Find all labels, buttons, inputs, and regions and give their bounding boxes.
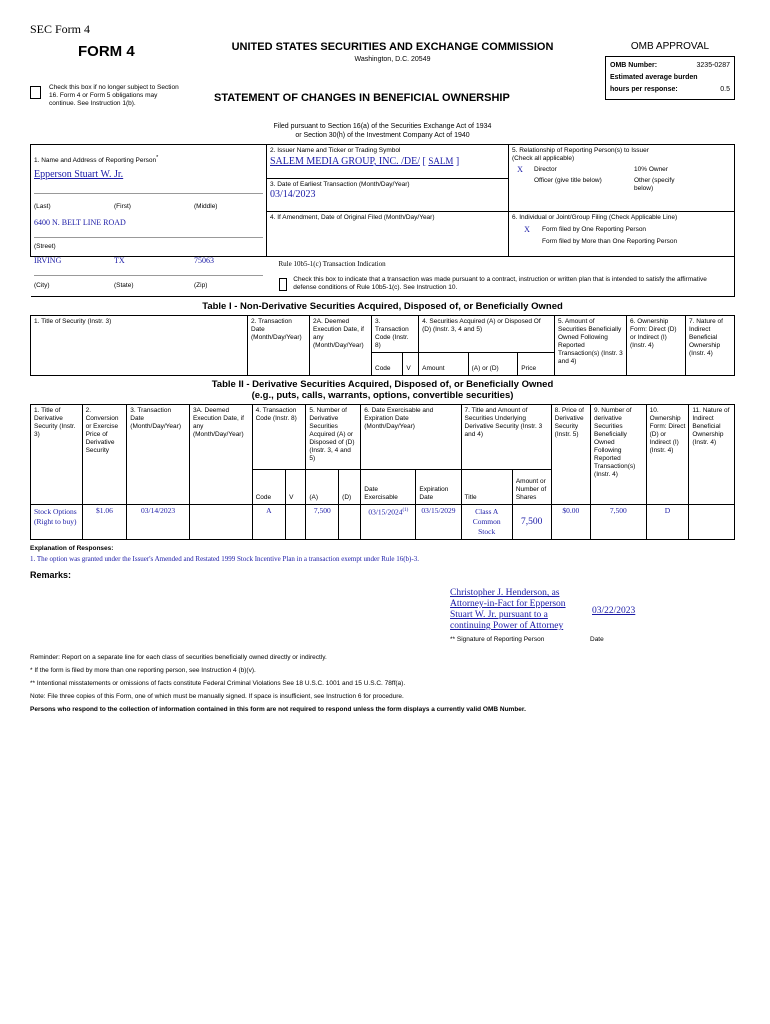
box5-label: 5. Relationship of Reporting Person(s) to Issuer [512, 147, 649, 154]
box2-issuer [267, 145, 509, 179]
box5-sub: (Check all applicable) [512, 155, 575, 162]
note-multiple-persons: * If the form is filed by more than one reporting person, see Instruction 4 (b)(v). [30, 667, 256, 674]
table2-title-line2: (e.g., puts, calls, warrants, options, convertible securities) [251, 390, 514, 401]
table2-col1: 1. Title of Derivative Security (Instr. 3) [31, 405, 83, 505]
omb-details [605, 56, 735, 100]
table1-col7: 7. Nature of Indirect Beneficial Ownership (Instr. 4) [686, 316, 735, 376]
note-misstatements: ** Intentional misstatements or omissions of facts constitute Federal Criminal Violations See 18 U.S.C. 1001 and 15 U.S.C. 78ff(a). [30, 680, 406, 687]
director-label: Director [534, 166, 557, 173]
table2-sub-a: (A) [306, 470, 339, 505]
last-label: (Last) [34, 203, 51, 211]
ten-percent-owner-label: 10% Owner [634, 166, 668, 173]
box5-relationship [509, 145, 735, 212]
table1 [30, 315, 735, 376]
table2-sub-expiration: Expiration Date [416, 470, 461, 505]
table1-col2a: 2A. Deemed Execution Date, if any (Month/Day/Year) [310, 316, 372, 376]
note-omb: Persons who respond to the collection of information contained in this form are not required to respond unless the form displays a currently valid OMB Number. [30, 706, 526, 713]
form4-page [30, 22, 735, 714]
signature-label: ** Signature of Reporting Person [450, 636, 545, 643]
row-owned: 7,500 [591, 505, 647, 540]
box1-reporting-person [31, 145, 267, 290]
rule-10b5-text: Check this box to indicate that a transaction was made pursuant to a contract, instruction or written plan that is intended to satisfy the affirmative defense conditions of Rule 10b5-1(c). See Instruction 10. [293, 276, 707, 291]
box1-star: * [156, 155, 159, 161]
table2 [30, 404, 735, 540]
signature-date: 03/22/2023 [592, 606, 636, 616]
row-title: Stock Options (Right to buy) [31, 505, 83, 540]
commission-title: UNITED STATES SECURITIES AND EXCHANGE COMMISSION [231, 41, 554, 53]
omb-number-label: OMB Number: [610, 62, 658, 69]
table2-col10: 10. Ownership Form: Direct (D) or Indirect (I) (Instr. 4) [646, 405, 689, 505]
table-row [31, 505, 735, 540]
table2-title-line1: Table II - Derivative Securities Acquired, Disposed of, or Beneficially Owned [211, 379, 554, 390]
row-conversion-price: $1.06 [82, 505, 127, 540]
table1-sub-price: Price [518, 353, 555, 376]
box6-label: 6. Individual or Joint/Group Filing (Check Applicable Line) [512, 214, 678, 221]
one-person-label: Form filed by One Reporting Person [542, 226, 647, 233]
note-reminder: Reminder: Report on a separate line for each class of securities beneficially owned directly or indirectly. [30, 654, 327, 661]
director-mark: X [517, 165, 523, 174]
row-expiration: 03/15/2029 [416, 505, 461, 540]
omb-burden-label: Estimated average burden [610, 74, 698, 81]
row-derivative-price: $0.00 [551, 505, 590, 540]
table1-col6: 6. Ownership Form: Direct (D) or Indirect (I) (Instr. 4) [627, 316, 686, 376]
row-nature [689, 505, 735, 540]
box6-filing [509, 212, 735, 257]
table2-col3: 3. Transaction Date (Month/Day/Year) [127, 405, 190, 505]
omb-approval-box [605, 41, 735, 100]
box2-label: 2. Issuer Name and Ticker or Trading Symbol [270, 147, 401, 154]
ticker-symbol[interactable]: SALM [428, 156, 454, 166]
box1-label: 1. Name and Address of Reporting Person [34, 157, 157, 165]
city-value: IRVING [34, 256, 62, 266]
omb-hours-label: hours per response: [610, 86, 678, 93]
table2-col3a: 3A. Deemed Execution Date, if any (Month/Day/Year) [189, 405, 252, 505]
sec-form-label: SEC Form 4 [30, 22, 91, 36]
middle-label: (Middle) [194, 203, 218, 211]
filed-line-1: Filed pursuant to Section 16(a) of the Securities Exchange Act of 1934 [273, 123, 492, 130]
filed-pursuant [30, 122, 735, 140]
ticker-close: ] [455, 156, 460, 167]
row-underlying-title: Class A Common Stock [461, 505, 512, 540]
one-person-mark: X [524, 225, 530, 234]
row-acquired: 7,500 [306, 505, 339, 540]
form-title: FORM 4 [78, 43, 135, 60]
table2-col11: 11. Nature of Indirect Beneficial Ownership (Instr. 4) [689, 405, 735, 505]
table1-col3: 3. Transaction Code (Instr. 8) [372, 316, 419, 353]
explanation-1: 1. The option was granted under the Issuer's Amended and Restated 1999 Stock Incentive Plan in a transaction exempt under Rule 16(b)-3. [30, 555, 419, 563]
table2-sub-title: Title [461, 470, 512, 505]
commission-block [180, 41, 605, 63]
table2-sub-code: Code [252, 470, 286, 505]
statement-title: STATEMENT OF CHANGES IN BENEFICIAL OWNERSHIP [214, 92, 510, 104]
issuer-name[interactable]: SALEM MEDIA GROUP, INC. /DE/ [270, 156, 421, 167]
row-underlying-amount: 7,500 [512, 505, 551, 540]
table2-sub-exercisable: Date Exercisable [361, 470, 416, 505]
table2-col8: 8. Price of Derivative Security (Instr. 5) [551, 405, 590, 505]
first-label: (First) [114, 203, 131, 211]
filed-line-2: or Section 30(h) of the Investment Company Act of 1940 [295, 132, 470, 139]
table2-sub-v: V [286, 470, 306, 505]
row-v [286, 505, 306, 540]
state-label: (State) [114, 282, 134, 290]
table2-col7: 7. Title and Amount of Securities Underlying Derivative Security (Instr. 3 and 4) [461, 405, 551, 470]
table1-col4: 4. Securities Acquired (A) or Disposed Of (D) (Instr. 3, 4 and 5) [419, 316, 555, 353]
table1-col1: 1. Title of Security (Instr. 3) [31, 316, 248, 376]
table2-col2: 2. Conversion or Exercise Price of Derivative Security [82, 405, 127, 505]
row-exercisable: 03/15/2024 [368, 507, 403, 517]
table2-col5: 5. Number of Derivative Securities Acquired (A) or Disposed of (D) (Instr. 3, 4 and 5) [306, 405, 361, 470]
earliest-date-value: 03/14/2023 [270, 189, 316, 201]
more-persons-label: Form filed by More than One Reporting Person [542, 238, 678, 245]
signature-name: Christopher J. Henderson, as Attorney-in-Fact for Epperson Stuart W. Jr. pursuant to a continuing Power of Attorney [450, 588, 566, 631]
box3-earliest-date [267, 179, 509, 212]
table1-sub-v: V [403, 353, 419, 376]
officer-label: Officer (give title below) [534, 177, 602, 184]
row-ownership-form: D [646, 505, 689, 540]
state-value: TX [114, 256, 125, 266]
row-code: A [252, 505, 286, 540]
zip-value: 75063 [194, 256, 214, 266]
reporting-person-table [30, 144, 735, 297]
table2-col6: 6. Date Exercisable and Expiration Date (Month/Day/Year) [361, 405, 461, 470]
table1-col2: 2. Transaction Date (Month/Day/Year) [248, 316, 310, 376]
zip-label: (Zip) [194, 282, 208, 290]
street-value: 6400 N. BELT LINE ROAD [34, 218, 126, 228]
explanation-title: Explanation of Responses: [30, 545, 114, 552]
rule-10b5-checkbox[interactable] [279, 278, 288, 291]
reporting-person-name[interactable]: Epperson Stuart W. Jr. [34, 169, 124, 181]
date-label: Date [590, 636, 604, 643]
omb-title: OMB APPROVAL [630, 41, 710, 52]
signature-block [450, 588, 735, 632]
row-deemed-date [189, 505, 252, 540]
ticker-open: [ [422, 156, 426, 167]
table1-sub-ad: (A) or (D) [468, 353, 518, 376]
commission-location: Washington, D.C. 20549 [354, 56, 431, 63]
table2-col4: 4. Transaction Code (Instr. 8) [252, 405, 306, 470]
box4-amendment [267, 212, 509, 257]
omb-number-value: 3235-0287 [696, 62, 730, 69]
table2-title [30, 379, 735, 401]
city-label: (City) [34, 282, 50, 290]
table1-col5: 5. Amount of Securities Beneficially Owned Following Reported Transaction(s) (Instr. 3 and 4) [555, 316, 627, 376]
row-transaction-date: 03/14/2023 [127, 505, 190, 540]
note-copies: Note: File three copies of this Form, one of which must be manually signed. If space is insufficient, see Instruction 6 for procedure. [30, 693, 404, 700]
other-label: Other (specify below) [634, 177, 675, 192]
box4-label: 4. If Amendment, Date of Original Filed (Month/Day/Year) [270, 214, 435, 221]
table2-col9: 9. Number of derivative Securities Beneficially Owned Following Reported Transaction(s) (Instr. 4) [591, 405, 647, 505]
section16-check-text: Check this box if no longer subject to Section 16. Form 4 or Form 5 obligations may continue. See Instruction 1(b). [49, 84, 179, 107]
box3-label: 3. Date of Earliest Transaction (Month/Day/Year) [270, 181, 410, 189]
table1-sub-amount: Amount [419, 353, 468, 376]
row-exercisable-note: (1) [402, 508, 409, 513]
signature-labels [450, 636, 735, 643]
table1-sub-code: Code [372, 353, 403, 376]
remarks-title: Remarks: [30, 570, 72, 580]
rule-10b5-label: Rule 10b5-1(c) Transaction Indication [278, 260, 386, 268]
section16-checkbox[interactable] [30, 86, 41, 99]
table2-sub-d: (D) [339, 470, 361, 505]
table1-title: Table I - Non-Derivative Securities Acquired, Disposed of, or Beneficially Owned [202, 301, 563, 312]
omb-hours-value: 0.5 [720, 86, 730, 93]
street-label: (Street) [34, 243, 56, 251]
row-disposed [339, 505, 361, 540]
table2-sub-amount: Amount or Number of Shares [512, 470, 551, 505]
